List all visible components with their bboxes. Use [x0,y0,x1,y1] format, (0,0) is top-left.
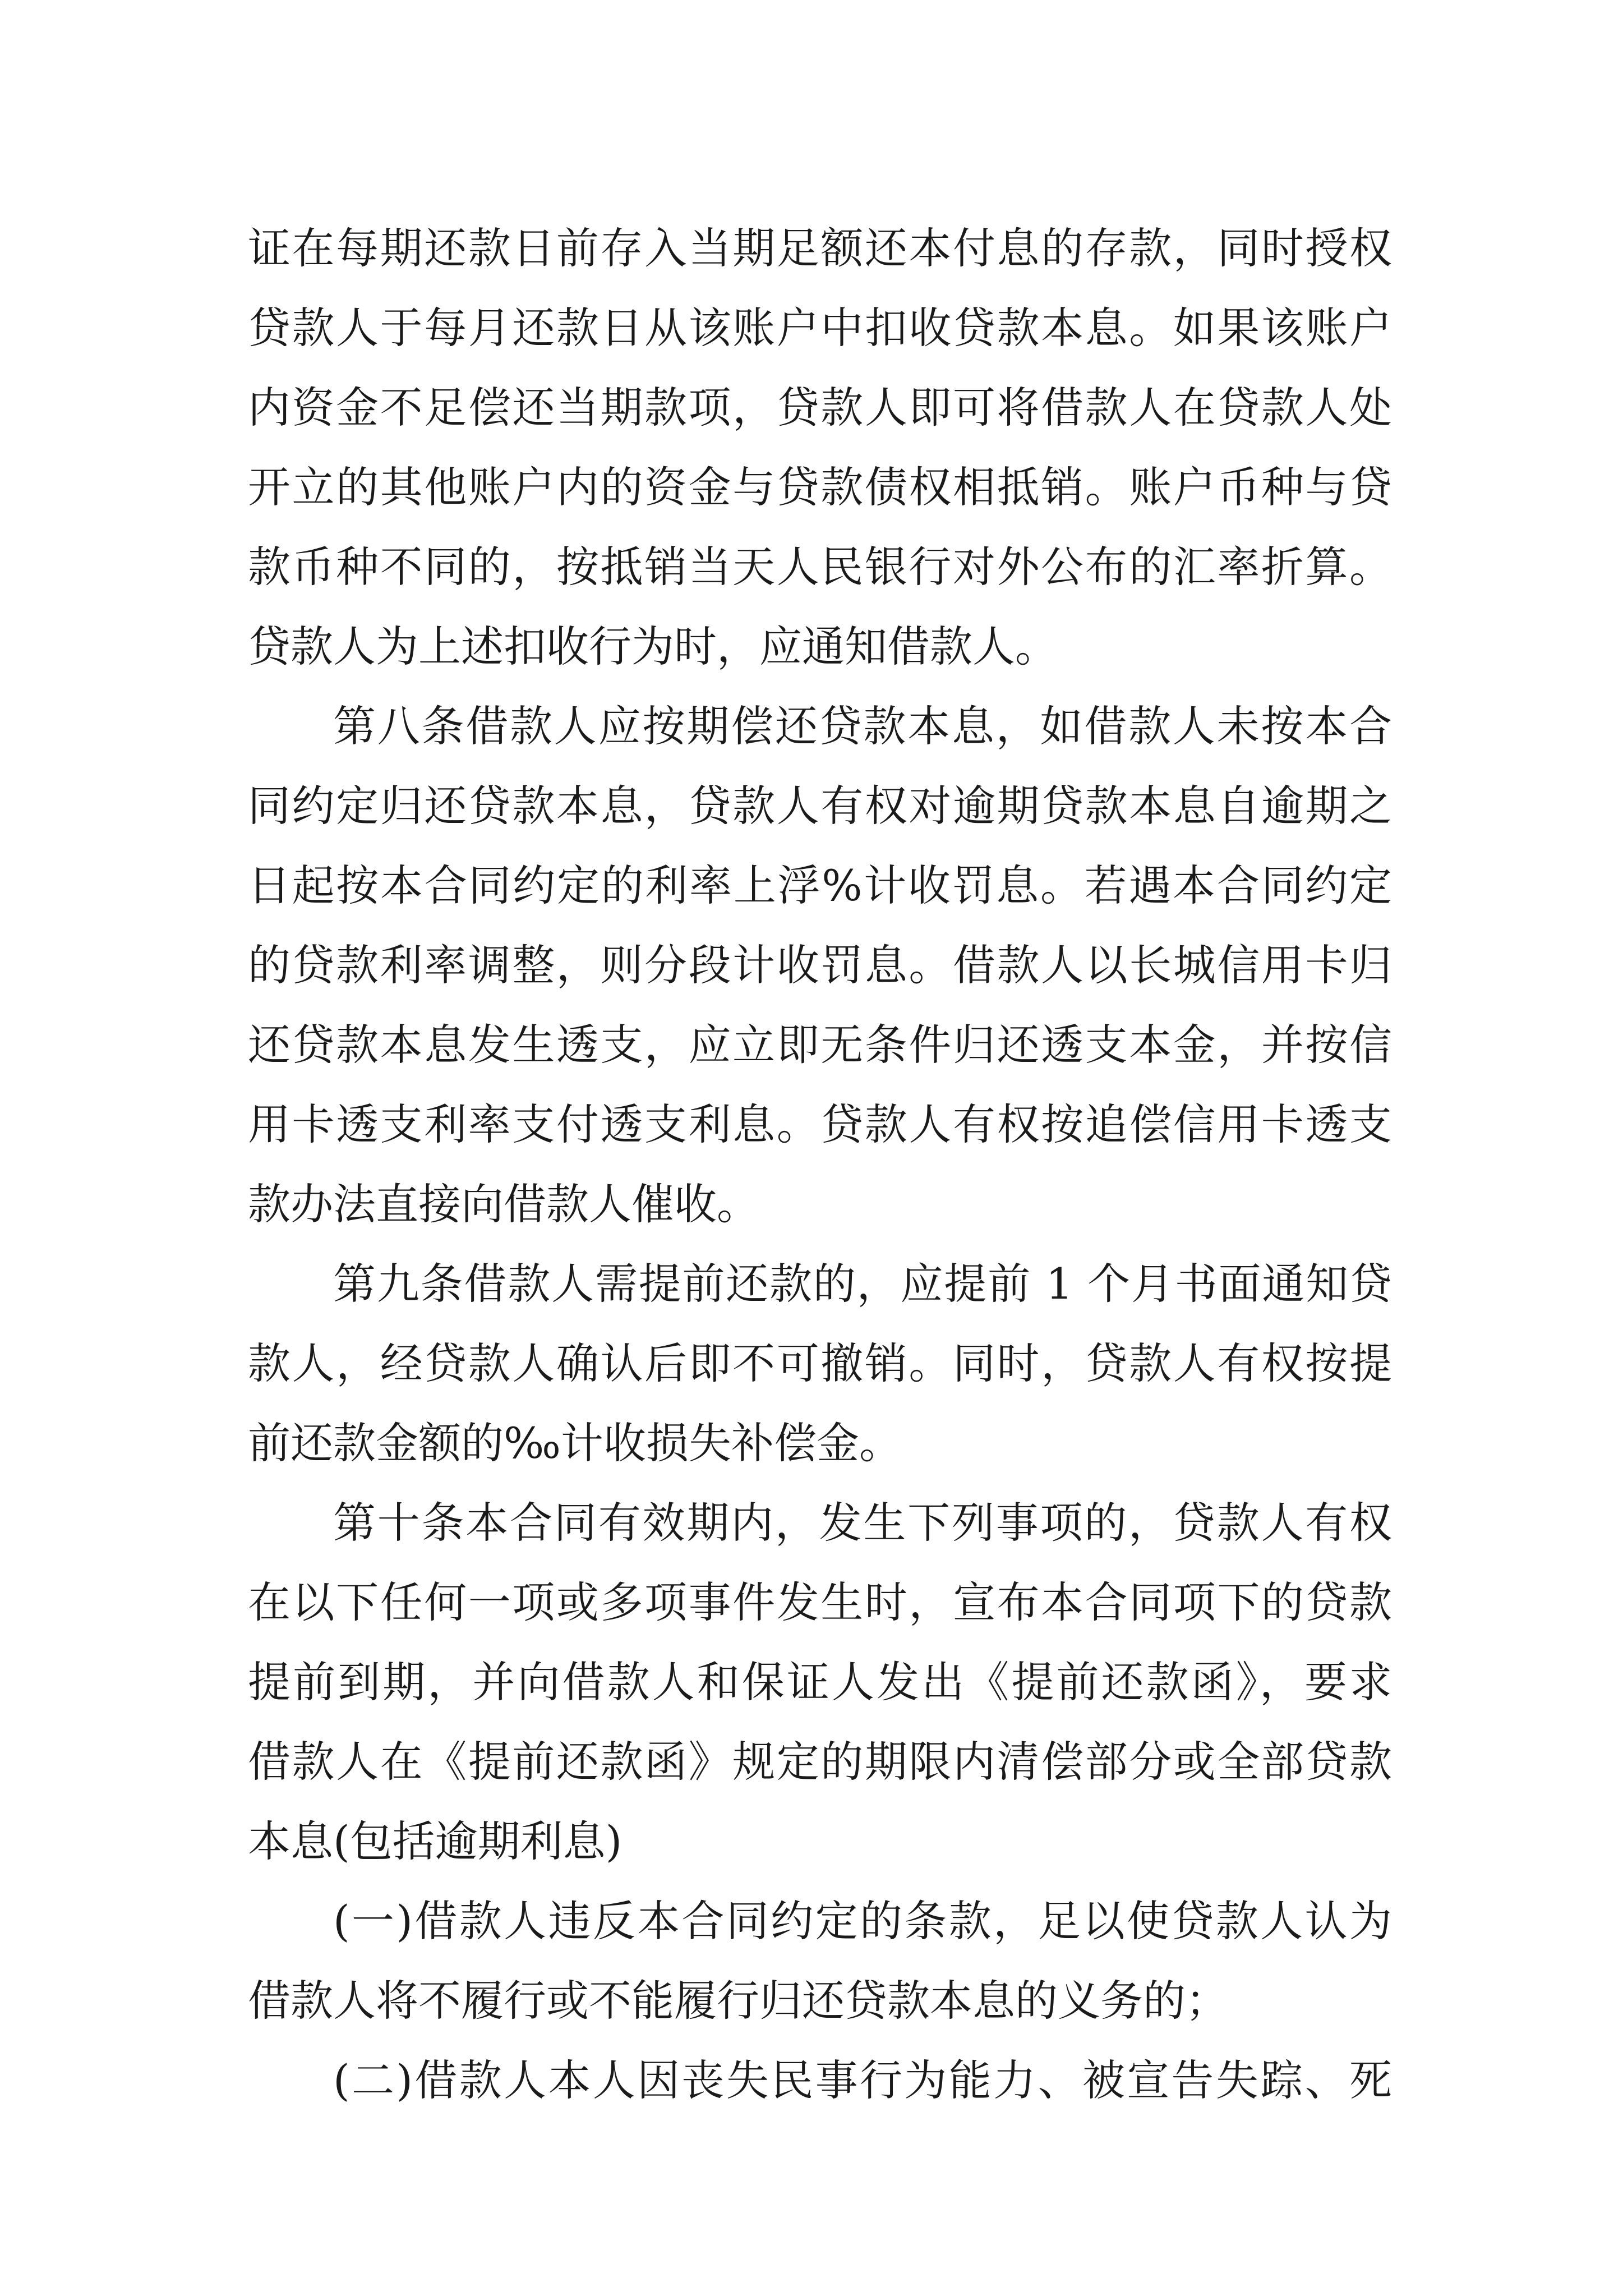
text-line: 的贷款利率调整，则分段计收罚息。借款人以长城信用卡归 [248,940,1392,990]
text-line: 第十条本合同有效期内，发生下列事项的，贷款人有权 [333,1498,1392,1548]
contract-text-body [248,209,1392,2120]
text-line: 贷款人于每月还款日从该账户中扣收贷款本息。如果该账户 [248,303,1392,353]
text-line: 证在每期还款日前存入当期足额还本付息的存款，同时授权 [248,223,1392,273]
text-line: 同约定归还贷款本息，贷款人有权对逾期贷款本息自逾期之 [248,781,1392,831]
paragraph-item-1 [248,1881,1392,2041]
text-line: (二)借款人本人因丧失民事行为能力、被宣告失踪、死 [333,2055,1392,2105]
text-line: 贷款人为上述扣收行为时，应通知借款人。 [248,622,1058,671]
text-line: (一)借款人违反本合同约定的条款，足以使贷款人认为 [333,1896,1392,1946]
text-line: 提前到期，并向借款人和保证人发出《提前还款函》，要求 [248,1657,1392,1707]
paragraph-article-9 [248,1244,1392,1483]
text-line: 款办法直接向借款人催收。 [248,1179,759,1229]
text-line: 前还款金额的‰计收损失补偿金。 [248,1418,902,1468]
text-line: 款人，经贷款人确认后即不可撤销。同时，贷款人有权按提 [248,1338,1392,1388]
text-line: 还贷款本息发生透支，应立即无条件归还透支本金，并按信 [248,1020,1392,1070]
paragraph-repayment-account [248,209,1392,687]
text-line: 借款人在《提前还款函》规定的期限内清偿部分或全部贷款 [248,1737,1392,1787]
text-line: 借款人将不履行或不能履行归还贷款本息的义务的； [248,1976,1228,2026]
text-line: 第八条借款人应按期偿还贷款本息，如借款人未按本合 [333,701,1392,751]
text-line: 本息(包括逾期利息) [248,1816,623,1866]
text-line: 日起按本合同约定的利率上浮%计收罚息。若遇本合同约定 [248,861,1392,910]
paragraph-article-8 [248,687,1392,1244]
text-line: 款币种不同的，按抵销当天人民银行对外公布的汇率折算。 [248,542,1392,592]
text-line: 内资金不足偿还当期款项，贷款人即可将借款人在贷款人处 [248,383,1392,432]
text-line: 在以下任何一项或多项事件发生时，宣布本合同项下的贷款 [248,1577,1392,1627]
text-line: 第九条借款人需提前还款的，应提前 1 个月书面通知贷 [333,1259,1392,1309]
text-line: 开立的其他账户内的资金与贷款债权相抵销。账户币种与贷 [248,462,1392,512]
paragraph-item-2 [248,2041,1392,2120]
paragraph-article-10 [248,1483,1392,1881]
text-line: 用卡透支利率支付透支利息。贷款人有权按追偿信用卡透支 [248,1099,1392,1149]
